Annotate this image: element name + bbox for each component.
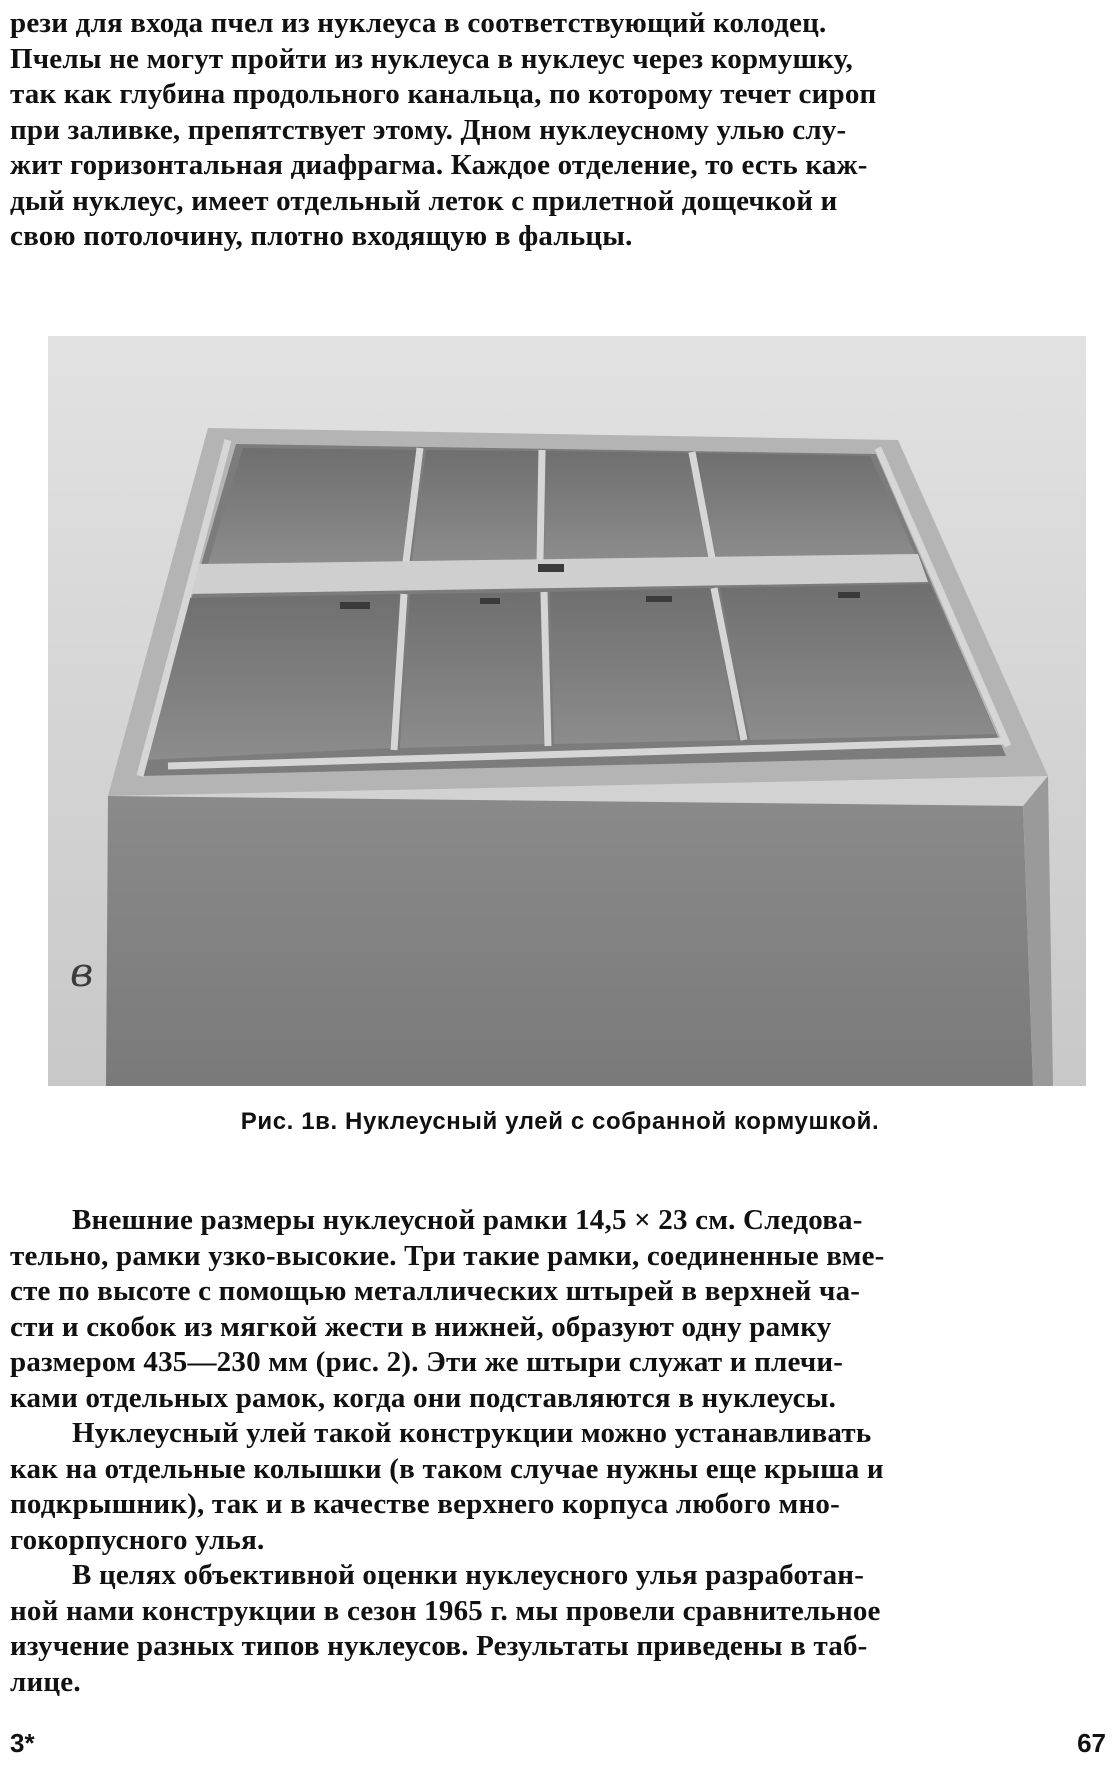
text-line: подкрышник), так и в качестве верхнего корпуса любого мно- <box>10 1488 840 1520</box>
text-line: свою потолочину, плотно входящую в фальцы. <box>10 220 633 252</box>
text-line: дый нуклеус, имеет отдельный леток с прилетной дощечкой и <box>10 184 838 217</box>
text-line: ной нами конструкции в сезон 1965 г. мы провели сравнительное <box>10 1594 881 1627</box>
text-line: рези для входа пчел из нуклеуса в соответствующий колодец. <box>10 7 827 39</box>
text-line: жит горизонтальная диафрагма. Каждое отделение, то есть каж- <box>10 149 868 181</box>
page-number: 67 <box>1077 1728 1106 1758</box>
hive-front-face <box>106 796 1033 1086</box>
text-line: размером 435—230 мм (рис. 2). Эти же штыри служат и плечи- <box>10 1346 844 1378</box>
text-line: Внешние размеры нуклеусной рамки 14,5 × 23 см. Следова- <box>72 1204 863 1236</box>
text-line: как на отдельные колышки (в таком случае нужны еще крыша и <box>10 1452 884 1485</box>
front-cell-row <box>144 584 996 760</box>
body-paragraph-3 <box>10 1558 1102 1700</box>
text-line: В целях объективной оценки нуклеусного улья разработан- <box>72 1559 865 1591</box>
top-paragraph <box>10 6 1102 255</box>
text-line: лице. <box>10 1665 81 1698</box>
text-line: ками отдельных рамок, когда они подставляются в нуклеусы. <box>10 1381 837 1414</box>
text-line: так как глубина продольного канальца, по которому течет сироп <box>10 78 877 110</box>
body-paragraph-2 <box>10 1416 1102 1558</box>
body-paragraph-1 <box>10 1203 1102 1416</box>
hive-photo-illustration <box>48 336 1086 1086</box>
text-line: при заливке, препятствует этому. Дном нуклеусному улью слу- <box>10 113 847 146</box>
hive-photo <box>48 336 1086 1086</box>
text-line: изучение разных типов нуклеусов. Результаты приведены в таб- <box>10 1630 868 1662</box>
text-line: тельно, рамки узко-высокие. Три такие рамки, соединенные вме- <box>10 1239 885 1272</box>
text-line: сте по высоте с помощью металлических штырей в верхней ча- <box>10 1275 861 1307</box>
text-line: Пчелы не могут пройти из нуклеуса в нуклеус через кормушку, <box>10 42 853 75</box>
text-line: Нуклеусный улей такой конструкции можно устанавливать <box>72 1417 872 1449</box>
photo-corner-mark: в <box>70 950 94 996</box>
text-line: гокорпусного улья. <box>10 1523 265 1556</box>
back-cell-row <box>208 448 916 564</box>
signature-mark: 3* <box>10 1728 35 1758</box>
figure-caption: Рис. 1в. Нуклеусный улей с собранной кормушкой. <box>240 1108 880 1135</box>
text-line: сти и скобок из мягкой жести в нижней, образуют одну рамку <box>10 1310 832 1343</box>
